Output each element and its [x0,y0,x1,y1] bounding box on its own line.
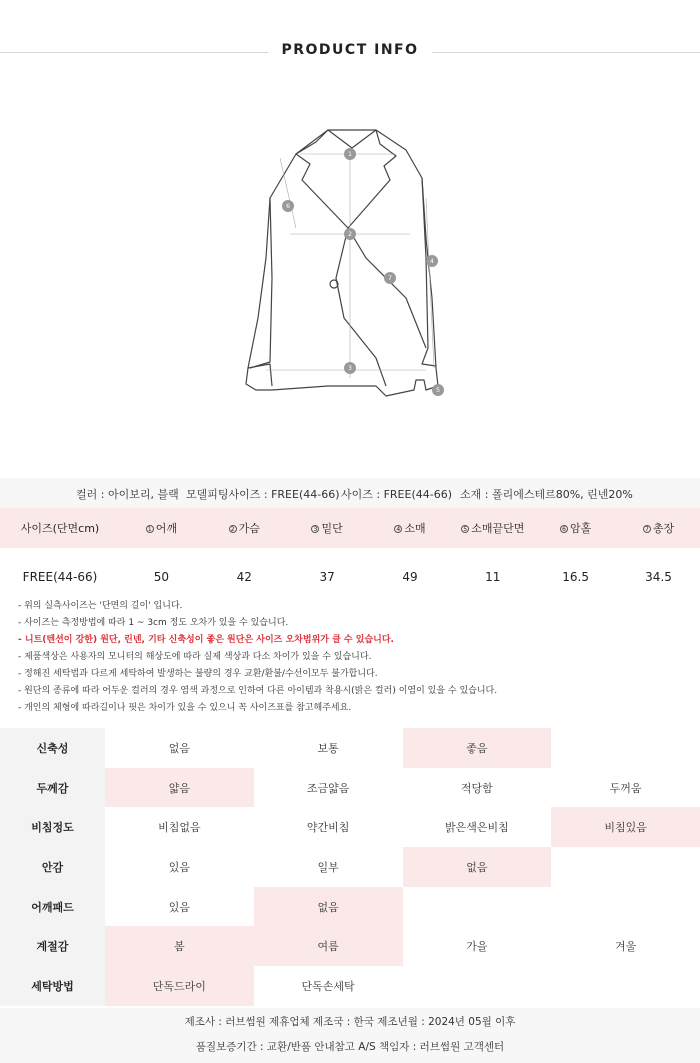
section-header [0,30,700,76]
chest-value: 42 [236,570,252,584]
attribute-option: 일부 [317,860,339,874]
marker-1: 1 [348,151,352,158]
shoulder-value: 50 [153,570,170,584]
note-item: - 원단의 종류에 따라 어두운 컬러의 경우 염색 과정으로 인하여 다른 아이템과 착용시(밝은 컬러) 이염이 있을 수 있습니다. [18,686,498,696]
attribute-row [0,728,700,768]
attribute-option: 비침있음 [551,807,700,847]
size-table-header [0,508,700,548]
attribute-option: 단독드라이 [105,966,254,1006]
attribute-option [551,887,700,927]
marker-7: 7 [388,275,392,282]
size-header-cuff: 5 소매끝단면 [451,508,534,548]
spec-model-size: 모델피팅사이즈 : FREE(44-66) [186,488,340,501]
spec-material: 소재 : 폴리에스테르80%, 린넨20% [460,488,633,501]
attribute-row [0,887,700,927]
attribute-option: 있음 [168,900,190,914]
attribute-option: 없음 [254,887,403,927]
marker-6: 6 [286,203,290,210]
attribute-option: 적당함 [460,781,493,795]
attribute-option [403,887,552,927]
attribute-label: 계절감 [0,926,105,966]
attribute-option: 단독손세탁 [301,979,355,993]
jacket-illustration [236,118,466,408]
hem-value: 37 [319,570,335,584]
armhole-value: 16.5 [562,570,589,584]
attribute-option: 여름 [254,926,403,966]
attribute-label: 신축성 [0,728,105,768]
attribute-label: 비침정도 [0,807,105,847]
attribute-option: 약간비침 [306,821,350,835]
length-value: 34.5 [645,570,672,584]
marker-5: 5 [436,387,440,394]
attribute-row [0,966,700,1006]
attribute-option: 좋음 [403,728,552,768]
attribute-label: 세탁방법 [0,966,105,1006]
attribute-option [551,728,700,768]
size-header-armhole: 6 암홀 [534,508,617,548]
attribute-option: 없음 [403,847,552,887]
attribute-row [0,847,700,887]
attribute-option: 얇음 [105,768,254,808]
note-item: - 정해진 세탁법과 다르게 세탁하여 발생하는 불량의 경우 교환/환불/수선이모두 불가합니다. [18,669,378,679]
note-item: - 제품색상은 사용자의 모니터의 해상도에 따라 실제 색상과 다소 차이가 있을 수 있습니다. [18,652,372,662]
attribute-row [0,807,700,847]
attribute-option: 밝은색은비침 [444,821,509,835]
spec-color: 컬러 : 아이보리, 블랙 [76,488,179,501]
sleeve-value: 49 [402,570,418,584]
marker-3: 3 [348,365,352,372]
section-title: PRODUCT INFO [281,42,419,58]
attribute-option: 가을 [466,940,488,954]
cuff-value: 11 [485,570,501,584]
attribute-option: 두꺼움 [609,781,642,795]
note-item: - 개인의 체형에 따라길이나 핏은 차이가 있을 수 있으니 꼭 사이즈표를 참고해주세요. [18,703,352,713]
manufacturer-info: 제조사 : 러브썸원 제휴업체 제조국 : 한국 제조년월 : 2024년 05월 이후 [184,1016,516,1028]
marker-4: 4 [430,258,434,265]
size-header-chest: 2 가슴 [203,508,286,548]
attribute-option: 없음 [168,741,190,755]
attribute-option: 보통 [317,741,339,755]
attribute-row [0,926,700,966]
attribute-option: 있음 [168,860,190,874]
attribute-table [0,728,700,1006]
note-item: - 위의 실측사이즈는 '단면의 길이' 입니다. [18,601,183,611]
attribute-option [551,847,700,887]
spec-summary [0,478,700,508]
size-value: FREE(44-66) [22,570,98,584]
attribute-row [0,768,700,808]
size-header-sleeve: 4 소매 [369,508,452,548]
size-table [0,508,700,606]
attribute-option [551,966,700,1006]
size-header-hem: 3 밑단 [286,508,369,548]
footer-info [0,1008,700,1063]
attribute-option: 겨울 [614,940,637,954]
attribute-option [403,966,552,1006]
attribute-label: 안감 [0,847,105,887]
attribute-label: 두께감 [0,768,105,808]
note-item-warning: - 니트(텐션이 강한) 원단, 린넨, 기타 신축성이 좋은 원단은 사이즈 오차범위가 클 수 있습니다. [18,635,394,645]
warranty-info: 품질보증기간 : 교환/반품 안내참고 A/S 책임자 : 러브썸원 고객센터 [195,1041,505,1053]
divider-right [432,52,700,53]
size-header-label: 사이즈(단면cm) [0,508,120,548]
size-header-length: 7 총장 [617,508,700,548]
attribute-label: 어깨패드 [0,887,105,927]
attribute-option: 봄 [105,926,254,966]
spec-size: 사이즈 : FREE(44-66) [341,488,452,501]
marker-2: 2 [348,231,352,238]
note-item: - 사이즈는 측정방법에 따라 1 ~ 3cm 정도 오차가 있을 수 있습니다. [18,618,289,628]
size-notes [18,598,688,717]
attribute-option: 조금얇음 [306,781,350,795]
size-header-shoulder: 1 어깨 [120,508,203,548]
attribute-option: 비침없음 [158,821,201,835]
